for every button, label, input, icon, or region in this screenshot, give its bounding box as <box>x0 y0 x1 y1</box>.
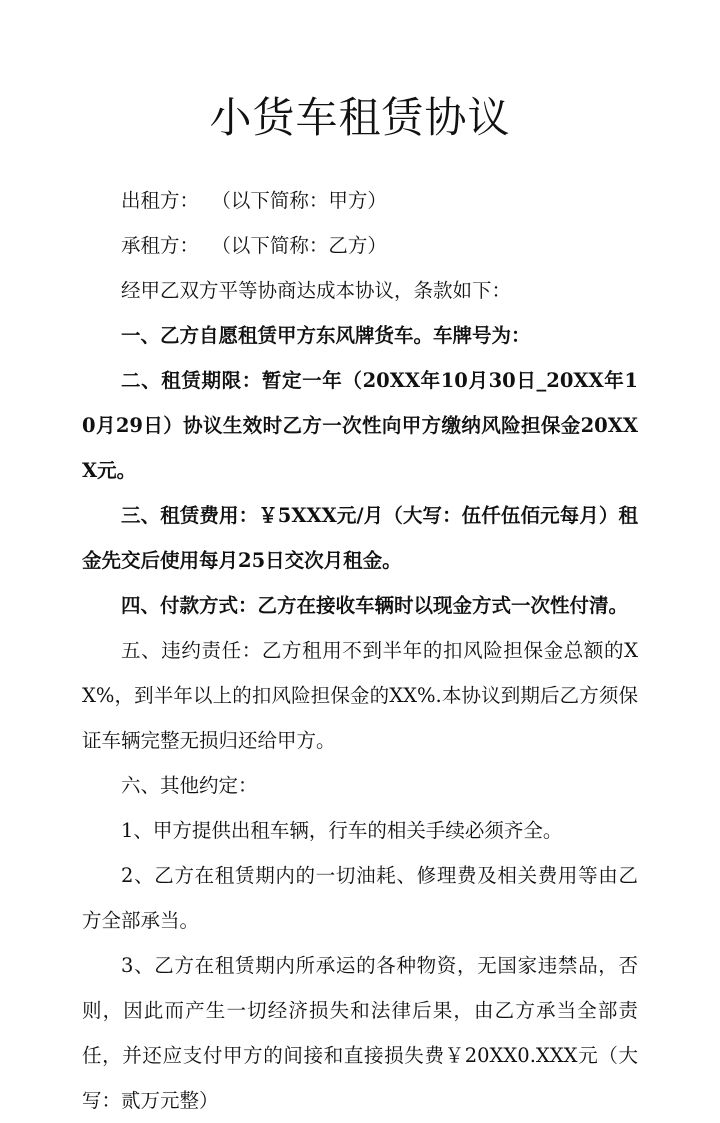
clause-4-payment: 四、付款方式：乙方在接收车辆时以现金方式一次性付清。 <box>121 594 629 617</box>
clause-6-other: 六、其他约定： <box>121 774 258 797</box>
clause-3-fee: 三、租赁费用：￥5XXX元/月（大写：伍仟伍佰元每月）租金先交后使用每月25日交次月租金。 <box>82 504 638 572</box>
other-term-1: 1、甲方提供出租车辆，行车的相关手续必须齐全。 <box>121 819 563 842</box>
clause-2-term: 二、租赁期限：暂定一年（20XX年10月30日_20XX年10月29日）协议生效时乙方一次性向甲方缴纳风险担保金20XXX元。 <box>82 369 638 482</box>
lessee-line <box>82 223 638 268</box>
intro-paragraph: 经甲乙双方平等协商达成本协议，条款如下： <box>121 279 512 302</box>
other-term-2: 2、乙方在租赁期内的一切油耗、修理费及相关费用等由乙方全部承当。 <box>82 864 638 932</box>
lessee-gap <box>199 234 211 257</box>
lessee-label: 承租方： <box>121 234 200 257</box>
document-title: 小货车租赁协议 <box>209 93 511 142</box>
lessor-value: （以下简称：甲方） <box>211 189 387 212</box>
lessor-line <box>82 178 638 223</box>
document-body <box>82 178 638 1123</box>
lessor-gap <box>199 189 211 212</box>
clause-1-vehicle: 一、乙方自愿租赁甲方东风牌货车。车牌号为： <box>121 324 531 347</box>
lessor-label: 出租方： <box>121 189 200 212</box>
other-term-3: 3、乙方在租赁期内所承运的各种物资，无国家违禁品，否则，因此而产生一切经济损失和法律后果，由乙方承当全部责任，并还应支付甲方的间接和直接损失费￥20XX0.XXX元（大写：贰万元整） <box>82 954 638 1112</box>
lessee-value: （以下简称：乙方） <box>211 234 387 257</box>
clause-5-liability: 五、违约责任：乙方租用不到半年的扣风险担保金总额的XX%，到半年以上的扣风险担保金的XX%.本协议到期后乙方须保证车辆完整无损归还给甲方。 <box>82 639 638 752</box>
